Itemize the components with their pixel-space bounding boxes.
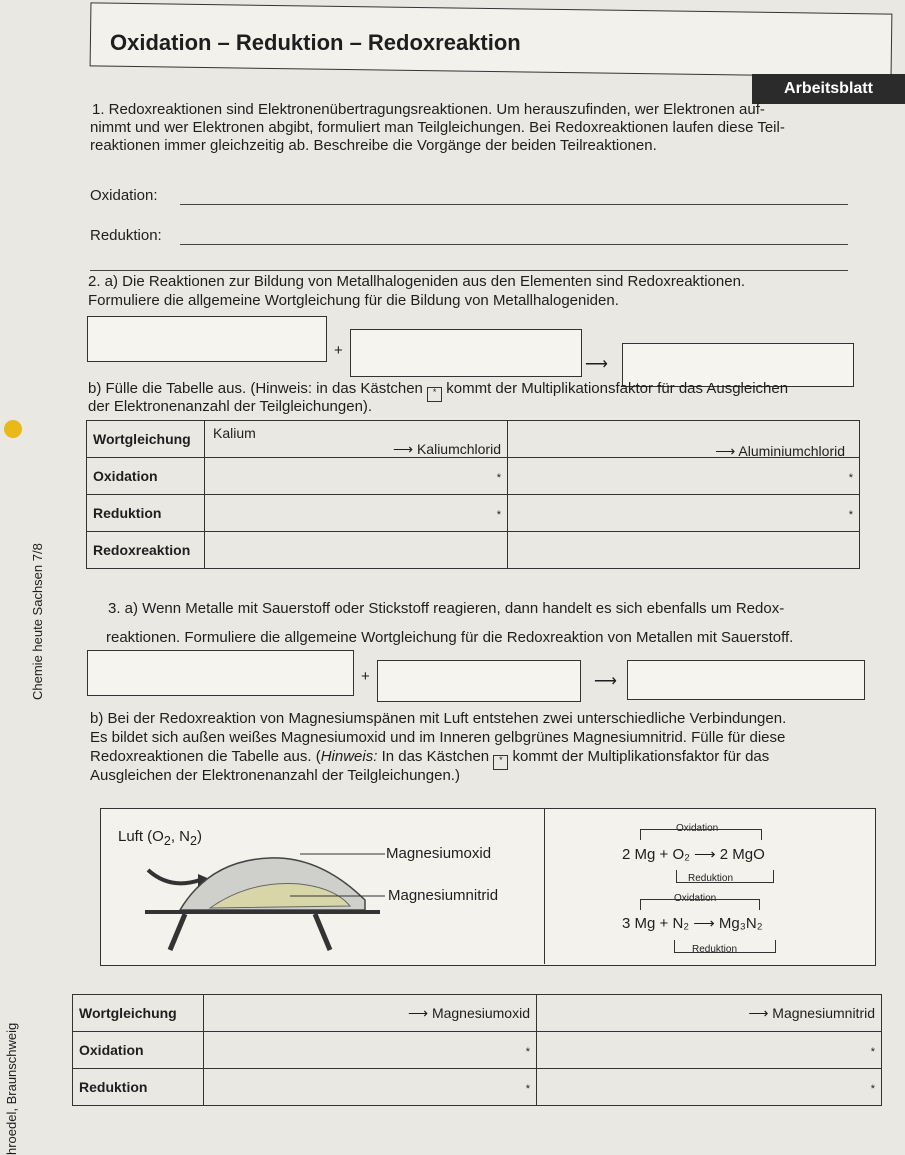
- cell-reduktion-1[interactable]: [205, 495, 508, 532]
- tray-leg-right: [315, 914, 330, 950]
- factor-mark: *: [525, 1083, 530, 1095]
- eq1-reduktion-bracket: [676, 870, 774, 883]
- eq1-oxidation-bracket: [640, 829, 762, 840]
- factor-mark: *: [525, 1046, 530, 1058]
- cell-redox-2[interactable]: [508, 532, 860, 569]
- task3a-line2: reaktionen. Formuliere die allgemeine Wortgleichung für die Redoxreaktion von Metallen mit Sauerstoff.: [106, 629, 794, 646]
- factor-mark: *: [496, 472, 501, 484]
- magnesiumoxid-head: ⟶ Magnesiumoxid: [407, 1004, 530, 1021]
- eq2-reduktion-label: Reduktion: [692, 944, 738, 955]
- mg-cell-oxidation-1[interactable]: [204, 1032, 537, 1069]
- reaction-arrow-2: ⟶: [594, 673, 617, 690]
- task2a-line1: 2. a) Die Reaktionen zur Bildung von Metallhalogeniden aus den Elementen sind Redoxreaktionen.: [88, 273, 746, 290]
- reaction-arrow: ⟶: [585, 356, 608, 373]
- task3b-line4: Ausgleichen der Elektronenanzahl der Teilgleichungen.): [90, 767, 460, 784]
- eq1-reduktion-label: Reduktion: [688, 873, 734, 884]
- equation-magnesium-oxygen: 2 Mg + O₂ ⟶ 2 MgO: [622, 846, 765, 863]
- factor-mark: *: [870, 1083, 875, 1095]
- cell-reduktion-2[interactable]: [508, 495, 860, 532]
- halide-table: [86, 420, 860, 569]
- reduktion-answer-line[interactable]: [180, 244, 848, 245]
- luft-o2-sub: 2: [163, 834, 171, 848]
- factor-box-icon: *: [427, 387, 442, 402]
- cell-oxidation-1[interactable]: [205, 458, 508, 495]
- row-label-oxidation: Oxidation: [87, 458, 205, 495]
- mg-table-header: Wortgleichung: [73, 995, 204, 1032]
- row-label-redoxreaktion: Redoxreaktion: [87, 532, 205, 569]
- word-equation-box-1[interactable]: [87, 316, 327, 362]
- table-cell-kalium[interactable]: [205, 421, 508, 458]
- mg-cell-reduktion-2[interactable]: [537, 1069, 882, 1106]
- table-cell-aluminium[interactable]: [508, 421, 860, 458]
- plus-sign: +: [334, 342, 343, 359]
- tray-leg-left: [170, 914, 185, 950]
- label-magnesiumnitrid: Magnesiumnitrid: [388, 887, 499, 904]
- magnesium-pile-illustration: [140, 840, 400, 960]
- eq2-reduktion-bracket: [674, 940, 776, 953]
- task1-line2: nimmt und wer Elektronen abgibt, formuliert man Teilgleichungen. Bei Redoxreaktionen laufen diese Teil-: [90, 119, 785, 136]
- magnesium-table: [72, 994, 882, 1106]
- task1-line1: 1. Redoxreaktionen sind Elektronenübertragungsreaktionen. Um herauszufinden, wer Elektronen auf-: [92, 101, 765, 118]
- luft-n2-sub: 2: [189, 834, 197, 848]
- metal-oxygen-box-3[interactable]: [627, 660, 865, 700]
- plus-sign-2: +: [361, 668, 370, 685]
- label-magnesiumoxid: Magnesiumoxid: [386, 845, 492, 862]
- task2b-text-end: kommt der Multiplikationsfaktor für das Ausgleichen: [446, 380, 789, 397]
- publisher-side-text: Chemie heute Sachsen 7/8: [30, 543, 45, 700]
- luft-mid: , N: [170, 828, 190, 845]
- luft-text: Luft (O: [118, 828, 164, 845]
- eq2-oxidation-bracket: [640, 899, 760, 910]
- eq1-oxidation-label: Oxidation: [676, 823, 719, 834]
- task3a-line1: 3. a) Wenn Metalle mit Sauerstoff oder Stickstoff reagieren, dann handelt es sich ebenfalls um Redox-: [108, 600, 785, 617]
- task1-line3: reaktionen immer gleichzeitig ab. Beschreibe die Vorgänge der beiden Teilreaktionen.: [90, 137, 657, 154]
- mg-cell-oxid-head[interactable]: [204, 995, 537, 1032]
- aluminiumchlorid-label: ⟶ Aluminiumchlorid: [715, 443, 845, 459]
- eq2-oxidation-label: Oxidation: [674, 893, 717, 904]
- factor-mark: *: [848, 472, 853, 484]
- figure-divider: [544, 808, 545, 964]
- answer-line-extra[interactable]: [90, 270, 848, 271]
- page-title: Oxidation – Reduktion – Redoxreaktion: [110, 30, 521, 55]
- oxidation-answer-line[interactable]: [180, 204, 848, 205]
- task3b-line2: Es bildet sich außen weißes Magnesiumoxid und im Inneren gelbgrünes Magnesiumnitrid. Fülle für diese: [90, 729, 786, 746]
- task3b-text-a: Redoxreaktionen die Tabelle aus. (: [90, 748, 321, 765]
- mg-row-reduktion: Reduktion: [73, 1069, 204, 1106]
- equation-magnesium-nitrogen: 3 Mg + N₂ ⟶ Mg₃N₂: [622, 915, 763, 932]
- kalium-label: Kalium: [213, 425, 256, 441]
- task3b-hint: Hinweis:: [320, 748, 378, 765]
- cell-redox-1[interactable]: [205, 532, 508, 569]
- cell-oxidation-2[interactable]: [508, 458, 860, 495]
- task3b-text-c: kommt der Multiplikationsfaktor für das: [512, 748, 770, 765]
- factor-mark: *: [870, 1046, 875, 1058]
- word-equation-box-2[interactable]: [350, 329, 582, 377]
- kaliumchlorid-label: ⟶ Kaliumchlorid: [393, 441, 501, 457]
- task2b-text-start: b) Fülle die Tabelle aus. (Hinweis: in das Kästchen: [88, 380, 423, 397]
- task3b-line1: b) Bei der Redoxreaktion von Magnesiumspänen mit Luft entstehen zwei unterschiedliche Verbindungen.: [90, 710, 787, 727]
- task3b-text-b: In das Kästchen: [377, 748, 490, 765]
- luft-end: ): [196, 828, 202, 845]
- task2b-line2: der Elektronenanzahl der Teilgleichungen).: [88, 398, 373, 415]
- worksheet-badge: Arbeitsblatt: [752, 74, 905, 104]
- mg-cell-reduktion-1[interactable]: [204, 1069, 537, 1106]
- marker-dot: [4, 420, 22, 438]
- factor-box-icon-2: *: [493, 755, 508, 770]
- factor-mark: *: [496, 509, 501, 521]
- row-label-reduktion: Reduktion: [87, 495, 205, 532]
- metal-oxygen-box-1[interactable]: [87, 650, 354, 696]
- factor-mark: *: [848, 509, 853, 521]
- task2a-line2: Formuliere die allgemeine Wortgleichung für die Bildung von Metallhalogeniden.: [88, 292, 619, 309]
- metal-oxygen-box-2[interactable]: [377, 660, 581, 702]
- mg-cell-nitrid-head[interactable]: [537, 995, 882, 1032]
- mg-cell-oxidation-2[interactable]: [537, 1032, 882, 1069]
- publisher-side-text-2: hroedel, Braunschweig: [4, 1022, 19, 1155]
- air-arrow-icon: [148, 870, 200, 883]
- oxidation-label: Oxidation:: [90, 187, 158, 204]
- table-header-wortgleichung: Wortgleichung: [87, 421, 205, 458]
- magnesiumnitrid-head: ⟶ Magnesiumnitrid: [748, 1004, 875, 1021]
- mg-row-oxidation: Oxidation: [73, 1032, 204, 1069]
- reduktion-label: Reduktion:: [90, 227, 162, 244]
